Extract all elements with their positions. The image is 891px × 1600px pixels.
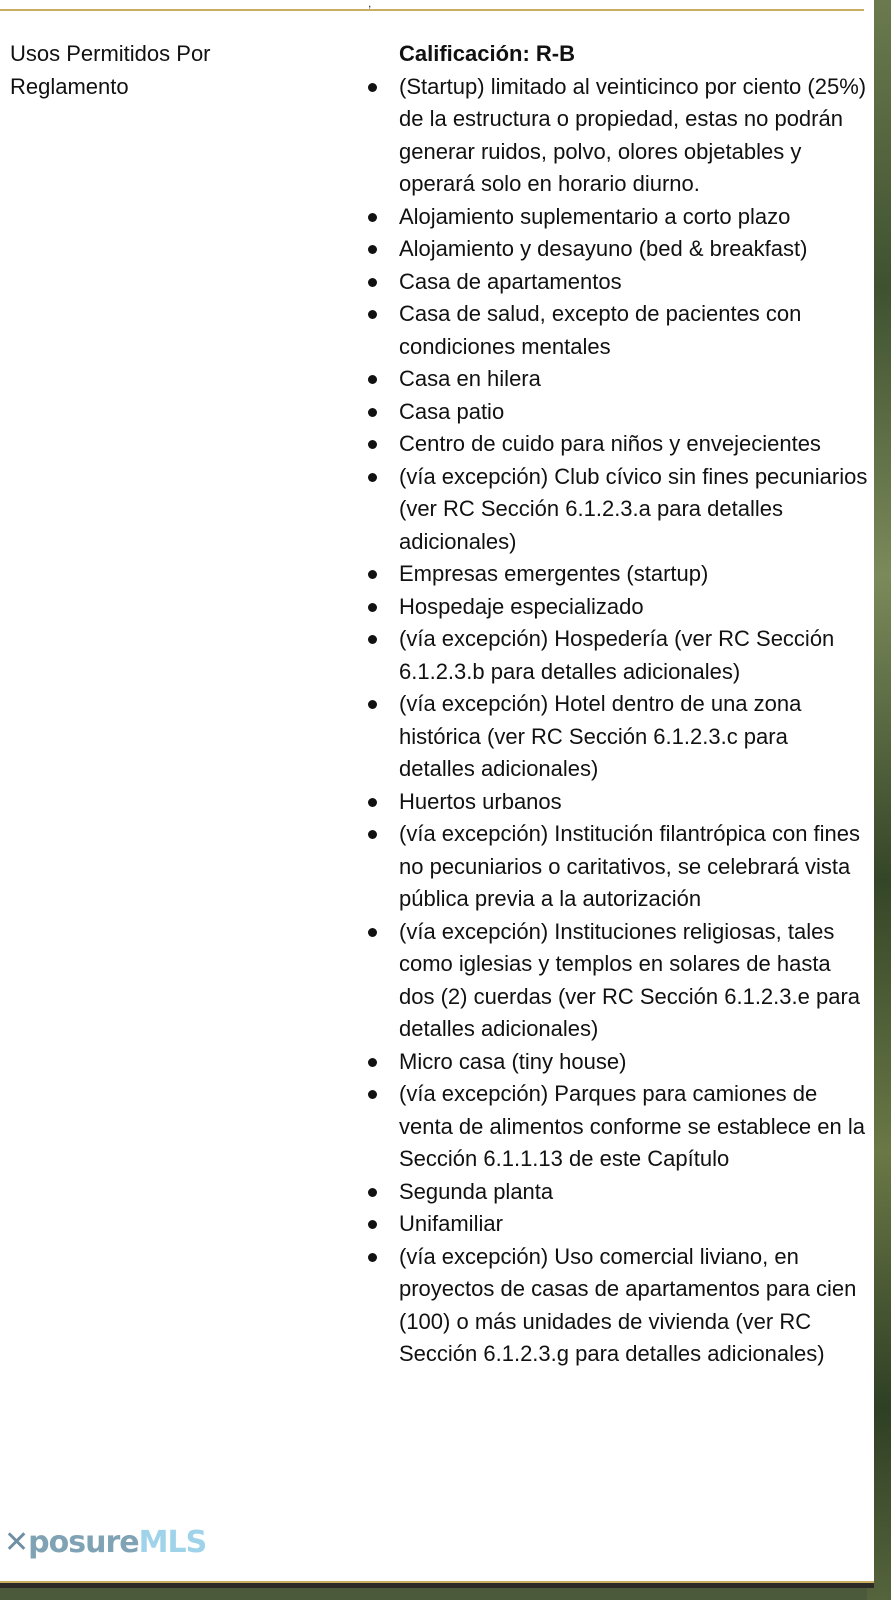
list-item-text: Huertos urbanos [399,788,562,814]
bullet-icon [368,1253,377,1262]
list-item [399,623,869,688]
list-item [399,71,869,201]
bullet-icon [368,1188,377,1197]
list-item [399,1208,869,1241]
list-item [399,558,869,591]
list-item-text: Hospedaje especializado [399,593,644,619]
list-item [399,1046,869,1079]
list-item-text: Unifamiliar [399,1211,503,1236]
top-divider [0,9,864,11]
bullet-icon [368,375,377,384]
list-item [399,396,869,429]
bullet-icon [368,473,377,482]
bullet-icon [368,635,377,644]
list-item-text: Empresas emergentes (startup) [399,561,709,586]
list-item [399,428,869,461]
list-item-text: (Startup) limitado al veinticinco por ciento (25%) de la estructura o propiedad, estas no podrán generar ruidos, polvo, olores objetables y operará solo en horario diurno. [399,73,867,196]
exposure-mls-logo [4,1525,207,1560]
list-item [399,786,869,819]
bullet-icon [368,603,377,612]
list-item [399,818,869,916]
bullet-icon [368,830,377,839]
bullet-icon [368,928,377,937]
list-item [399,916,869,1046]
bullet-icon [368,213,377,222]
list-item-text: Alojamiento suplementario a corto plazo [399,203,791,229]
bullet-icon [368,408,377,417]
list-item-text: Casa patio [399,398,505,424]
list-item-text: (vía excepción) Hospedería (ver RC Sección 6.1.2.3.b para detalles adicionales) [399,626,835,684]
uses-content [399,38,869,1371]
list-item-text: Casa de apartamentos [399,268,622,294]
bullet-icon [368,1090,377,1099]
list-item [399,1241,869,1371]
bullet-icon [368,278,377,287]
bullet-icon [368,245,377,254]
top-mark: , [368,0,372,10]
list-item [399,688,869,786]
section-label-line-2: Reglamento [10,73,129,99]
list-item [399,591,869,624]
list-item-text: Centro de cuido para niños y envejecientes [399,431,821,456]
bullet-icon [368,1058,377,1067]
bullet-icon [368,700,377,709]
logo-word: posure [28,1525,139,1560]
list-item [399,1078,869,1176]
list-item-text: Casa en hilera [399,366,541,391]
list-item-text: (vía excepción) Institución filantrópica con fines no pecuniarios o caritativos, se celebrará vista pública previa a la autorización [399,821,861,911]
bullet-icon [368,570,377,579]
list-item [399,1176,869,1209]
list-item-text: (vía excepción) Parques para camiones de venta de alimentos conforme se establece en la Sección 6.1.1.13 de este Capítulo [399,1081,865,1171]
list-item-text: Segunda planta [399,1178,554,1204]
list-item-text: Casa de salud, excepto de pacientes con condiciones mentales [399,301,802,359]
list-item-text: Micro casa (tiny house) [399,1048,627,1074]
list-item [399,233,869,266]
list-item [399,266,869,299]
list-item-text: (vía excepción) Instituciones religiosas, tales como iglesias y templos en solares de hasta dos (2) cuerdas (ver RC Sección 6.1.2.3.e para detalles adicionales) [399,918,861,1041]
zoning-heading: Calificación: R-B [399,41,576,66]
bullet-icon [368,798,377,807]
list-item [399,298,869,363]
bullet-icon [368,440,377,449]
section-label [10,38,310,103]
list-item [399,363,869,396]
bullet-icon [368,310,377,319]
list-item-text: (vía excepción) Club cívico sin fines pecuniarios (ver RC Sección 6.1.2.3.a para detalles adicionales) [399,463,868,554]
list-item-text: Alojamiento y desayuno (bed & breakfast) [399,236,808,261]
list-item [399,461,869,559]
permitted-uses-list [399,71,869,1371]
bullet-icon [368,83,377,92]
bottom-bar [0,1583,874,1588]
list-item [399,201,869,234]
bullet-icon [368,1220,377,1229]
section-label-line-1: Usos Permitidos Por [10,41,211,66]
list-item-text: (vía excepción) Hotel dentro de una zona histórica (ver RC Sección 6.1.2.3.c para detalles adicionales) [399,691,802,781]
list-item-text: (vía excepción) Uso comercial liviano, en proyectos de casas de apartamentos para cien (100) o más unidades de vivienda (ver RC Sección 6.1.2.3.g para detalles adicionales) [399,1243,857,1366]
x-logo-icon: ✕ [4,1525,29,1560]
logo-mls: MLS [138,1525,207,1560]
